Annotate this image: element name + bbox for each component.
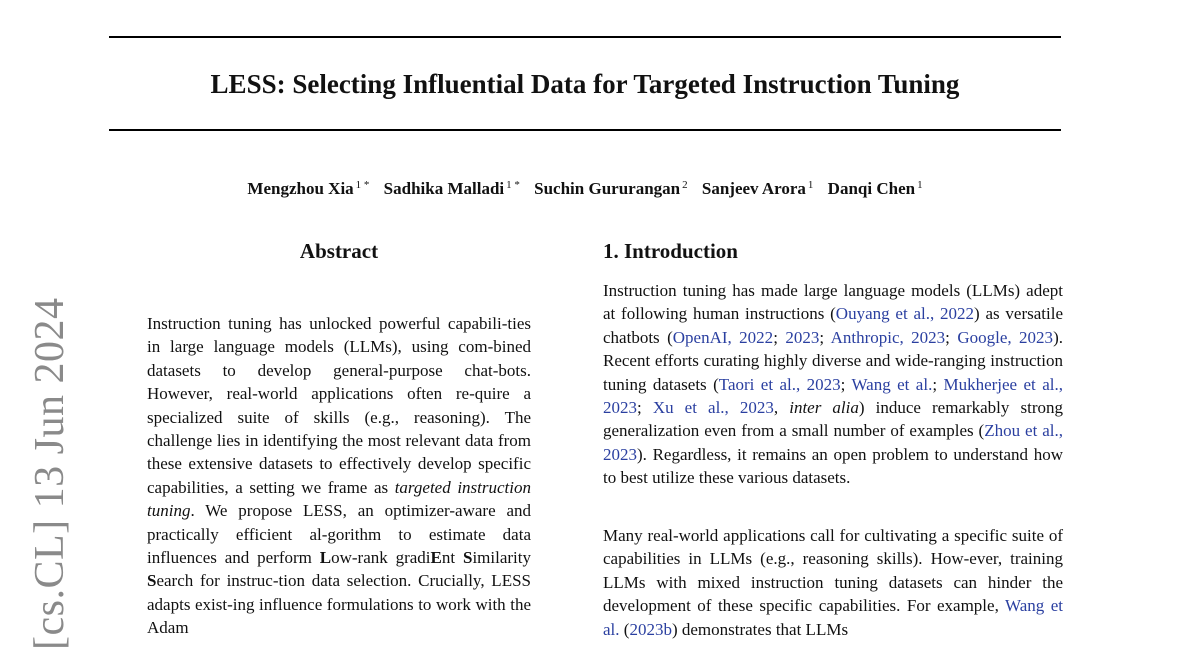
citation-link[interactable]: OpenAI, 2022 [672, 327, 774, 347]
title-top-rule [109, 36, 1061, 38]
intro-paragraph-1: Instruction tuning has made large language models (LLMs) adept at following human instructions (Ouyang et al., 2022) as versatile chatbots (OpenAI, 2022; 2023; Anthropic, 2023; Google, 2023). Recent efforts curating highly diverse and wide-ranging instruction tuning datasets (Taori et al., 2023; Wang et al.; Mukherjee et al., 2023; Xu et al., 2023, inter alia) induce remarkably strong generalization even from a small number of examples (Zhou et al., 2023). Regardless, it remains an open problem to understand how to best utilize these various datasets. [603, 281, 1064, 488]
author: Mengzhou Xia $^{1 *}$ [247, 179, 370, 198]
abstract-body: Instruction tuning has unlocked powerful capabili-ties in large language models (LLMs), using com-bined datasets to develop general-purpose chat-bots. However, real-world applications often re-quire a specialized suite of skills (e.g., reasoning). The challenge lies in identifying the most relevant data from these extensive datasets to effectively develop specific capabilities, a setting we frame as targeted instruction tuning. We propose LESS, an optimizer-aware and practically efficient al-gorithm to estimate data influences and perform Low-rank gradiEnt Similarity Search for instruc-tion data selection. Crucially, LESS adapts exist-ing influence formulations to work with the Adam [147, 314, 531, 638]
citation-link[interactable]: Xu et al., 2023 [652, 398, 774, 418]
citation-link[interactable]: Ouyang et al., 2022 [835, 304, 975, 324]
citation-link[interactable]: Taori et al., 2023 [718, 374, 841, 394]
citation-link[interactable]: Mukherjee et al., 2023 [603, 374, 1063, 418]
title-bottom-rule [109, 129, 1061, 131]
citation-link[interactable]: 2023b [629, 619, 672, 639]
author-list [109, 172, 1061, 202]
abstract-heading: Abstract [299, 239, 379, 263]
citation-link[interactable]: Zhou et al., 2023 [603, 421, 1064, 464]
citation-link[interactable]: Anthropic, 2023 [830, 327, 946, 347]
citation-link[interactable]: 2023 [785, 327, 820, 347]
citation-link[interactable]: Wang et al. [603, 596, 1064, 639]
author: Sadhika Malladi $^{1 *}$ [383, 179, 520, 198]
citation-link[interactable]: Wang et al. [851, 374, 933, 394]
arxiv-sidebar-stamp: [cs.CL] 13 Jun 2024 [27, 297, 73, 650]
author: Danqi Chen $^1$ [827, 179, 923, 198]
author: Sanjeev Arora $^1$ [701, 179, 814, 198]
introduction-heading: 1. Introduction [603, 239, 738, 263]
paper-title: LESS: Selecting Influential Data for Targeted Instruction Tuning [210, 69, 960, 99]
intro-paragraph-2: Many real-world applications call for cultivating a specific suite of capabilities in LLMs (e.g., reasoning skills). How-ever, training LLMs with mixed instruction tuning datasets can hinder the development of these specific capabilities. For example, Wang et al. (2023b) demonstrates that LLMs [603, 526, 1064, 639]
citation-link[interactable]: Google, 2023 [957, 327, 1054, 347]
author: Suchin Gururangan $^2$ [534, 179, 688, 198]
